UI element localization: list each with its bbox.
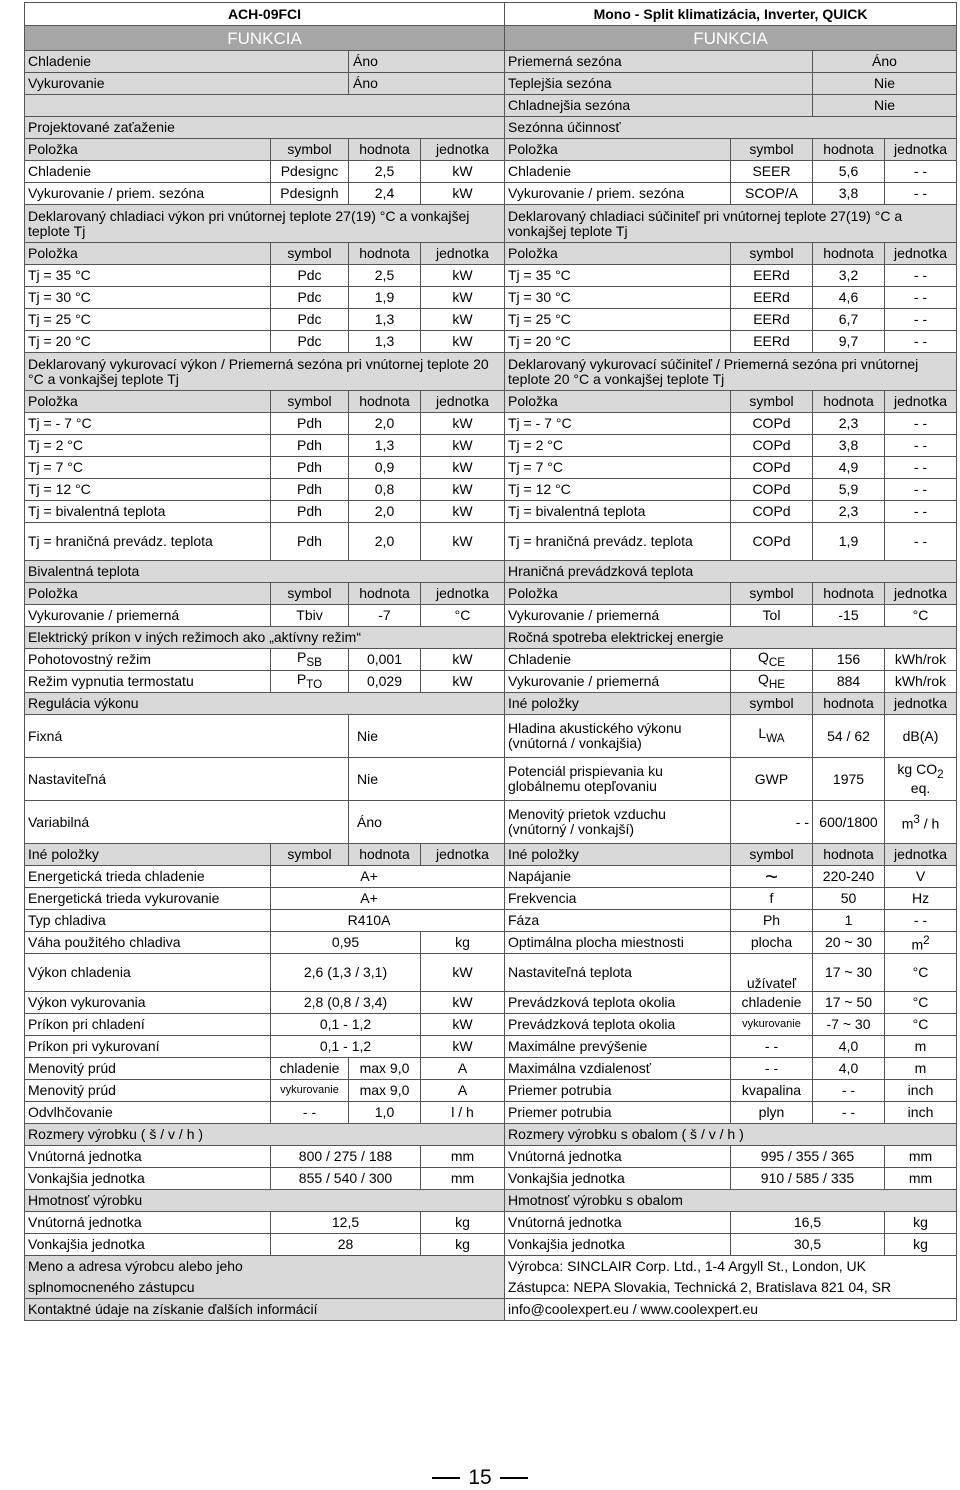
table-row: Menovitý prúd chladenie max 9,0 A Maximálna vzdialenosť - - 4,0 m (25, 1058, 957, 1080)
page-number: 15 (0, 1466, 960, 1490)
table-row: Vonkajšia jednotka 855 / 540 / 300 mm Vonkajšia jednotka 910 / 585 / 335 mm (25, 1168, 957, 1190)
model-name: ACH-09FCI (25, 3, 505, 26)
table-row: Vykurovanie Áno Teplejšia sezóna Nie (25, 73, 957, 95)
header-row (25, 3, 957, 26)
funkcia-left: FUNKCIA (25, 26, 505, 51)
column-header-row: Iné položky symbol hodnota jednotka Iné položky symbol hodnota jednotka (25, 844, 957, 866)
column-header-row: Položka symbol hodnota jednotka Položka symbol hodnota jednotka (25, 583, 957, 605)
section-row: Hmotnosť výrobku Hmotnosť výrobku s obalom (25, 1190, 957, 1212)
table-row: Fixná Nie Hladina akustického výkonu (vnútorná / vonkajšia) $L_{WA}$ 54 / 62 dB(A) (25, 715, 957, 758)
table-row: Vnútorná jednotka 800 / 275 / 188 mm Vnútorná jednotka 995 / 355 / 365 mm (25, 1146, 957, 1168)
table-row: Tj = 20 °C Pdc 1,3 kW Tj = 20 °C EERd 9,7 - - (25, 331, 957, 353)
table-row: Príkon pri vykurovaní 0,1 - 1,2 kW Maximálne prevýšenie - - 4,0 m (25, 1036, 957, 1058)
table-row: Energetická trieda chladenie A+ Napájanie ~ 220-240 V (25, 866, 957, 888)
section-row: Regulácia výkonu Iné položky symbol hodnota jednotka (25, 693, 957, 715)
table-row: Vykurovanie / priem. sezóna Pdesignh 2,4 kW Vykurovanie / priem. sezóna SCOP/A 3,8 - - (25, 183, 957, 205)
column-header-row: Položka symbol hodnota jednotka Položka symbol hodnota jednotka (25, 243, 957, 265)
table-row: Výkon vykurovania 2,8 (0,8 / 3,4) kW Prevádzková teplota okolia chladenie 17 ~ 50 °C (25, 992, 957, 1014)
funkcia-row (25, 26, 957, 51)
page-number-dash-right (500, 1477, 528, 1479)
section-row: Deklarovaný vykurovací výkon / Priemerná sezóna pri vnútornej teplote 20 °C a vonkajšej teplote Tj Deklarovaný vykurovací súčiniteľ / Priemerná sezóna pri vnútornej teplote 20 °C a vonkajšej teplote Tj (25, 353, 957, 391)
table-row: Tj = hraničná prevádz. teplota Pdh 2,0 kW Tj = hraničná prevádz. teplota COPd 1,9 - - (25, 523, 957, 561)
table-row: Váha použitého chladiva 0,95 kg Optimálna plocha miestnosti plocha 20 ~ 30 $m^2$ (25, 932, 957, 954)
section-row: Bivalentná teplota Hraničná prevádzková teplota (25, 561, 957, 583)
section-row: Elektrický príkon v iných režimoch ako „aktívny režim“ Ročná spotreba elektrickej energie (25, 627, 957, 649)
table-row: Typ chladiva R410A Fáza Ph 1 - - (25, 910, 957, 932)
table-row: Vykurovanie / priemerná Tbiv -7 °C Vykurovanie / priemerná Tol -15 °C (25, 605, 957, 627)
table-row: Energetická trieda vykurovanie A+ Frekvencia f 50 Hz (25, 888, 957, 910)
spec-sheet (24, 2, 956, 1321)
section-row: Rozmery výrobku ( š / v / h ) Rozmery výrobku s obalom ( š / v / h ) (25, 1124, 957, 1146)
table-row: Menovitý prúd vykurovanie max 9,0 A Priemer potrubia kvapalina - - inch (25, 1080, 957, 1102)
table-row: Tj = 2 °C Pdh 1,3 kW Tj = 2 °C COPd 3,8 - - (25, 435, 957, 457)
product-title: Mono - Split klimatizácia, Inverter, QUICK (505, 3, 957, 26)
table-row: Odvlhčovanie - - 1,0 l / h Priemer potrubia plyn - - inch (25, 1102, 957, 1124)
table-row: Tj = 35 °C Pdc 2,5 kW Tj = 35 °C EERd 3,2 - - (25, 265, 957, 287)
table-row: Chladnejšia sezóna Nie (25, 95, 957, 117)
page-number-dash-left (432, 1477, 460, 1479)
section-row: Deklarovaný chladiaci výkon pri vnútornej teplote 27(19) °C a vonkajšej teplote Tj Deklarovaný chladiaci súčiniteľ pri vnútornej teplote 27(19) °C a vonkajšej teplote Tj (25, 205, 957, 243)
funkcia-right: FUNKCIA (505, 26, 957, 51)
table-row: Nastaviteľná Nie Potenciál prispievania ku globálnemu otepľovaniu GWP 1975 kg $CO_2$ eq. (25, 758, 957, 801)
table-row: Projektované zaťaženie Sezónna účinnosť (25, 117, 957, 139)
table-row: splnomocneného zástupcu Zástupca: NEPA Slovakia, Technická 2, Bratislava 821 04, SR (25, 1277, 957, 1299)
table-row: Chladenie Áno Priemerná sezóna Áno (25, 51, 957, 73)
contact-info: info@coolexpert.eu / www.coolexpert.eu (505, 1299, 957, 1321)
table-row: Tj = 7 °C Pdh 0,9 kW Tj = 7 °C COPd 4,9 - - (25, 457, 957, 479)
table-row: Tj = 12 °C Pdh 0,8 kW Tj = 12 °C COPd 5,9 - - (25, 479, 957, 501)
table-row: Tj = 30 °C Pdc 1,9 kW Tj = 30 °C EERd 4,6 - - (25, 287, 957, 309)
column-header-row: Položka symbol hodnota jednotka Položka symbol hodnota jednotka (25, 139, 957, 161)
table-row: Meno a adresa výrobcu alebo jeho Výrobca: SINCLAIR Corp. Ltd., 1-4 Argyll St., London, UK (25, 1256, 957, 1278)
table-row: Tj = 25 °C Pdc 1,3 kW Tj = 25 °C EERd 6,7 - - (25, 309, 957, 331)
table-row: Výkon chladenia 2,6 (1,3 / 3,1) kW Nastaviteľná teplota užívateľ 17 ~ 30 °C (25, 954, 957, 992)
table-row: Variabilná Áno Menovitý prietok vzduchu (vnútorný / vonkajší) - - 600/1800 $m^3$ / h (25, 801, 957, 844)
table-row: Tj = - 7 °C Pdh 2,0 kW Tj = - 7 °C COPd 2,3 - - (25, 413, 957, 435)
table-row: Príkon pri chladení 0,1 - 1,2 kW Prevádzková teplota okolia vykurovanie -7 ~ 30 °C (25, 1014, 957, 1036)
table-row: Režim vypnutia termostatu $P_{TO}$ 0,029 kW Vykurovanie / priemerná $Q_{HE}$ 884 kWh/rok (25, 671, 957, 693)
column-header-row: Položka symbol hodnota jednotka Položka symbol hodnota jednotka (25, 391, 957, 413)
table-row: Chladenie Pdesignc 2,5 kW Chladenie SEER 5,6 - - (25, 161, 957, 183)
table-row: Vonkajšia jednotka 28 kg Vonkajšia jednotka 30,5 kg (25, 1234, 957, 1256)
spec-table (24, 2, 957, 1321)
table-row: Pohotovostný režim $P_{SB}$ 0,001 kW Chladenie $Q_{CE}$ 156 kWh/rok (25, 649, 957, 671)
table-row: Kontaktné údaje na získanie ďalších informácií info@coolexpert.eu / www.coolexpert.eu (25, 1299, 957, 1321)
table-row: Vnútorná jednotka 12,5 kg Vnútorná jednotka 16,5 kg (25, 1212, 957, 1234)
table-row: Tj = bivalentná teplota Pdh 2,0 kW Tj = bivalentná teplota COPd 2,3 - - (25, 501, 957, 523)
